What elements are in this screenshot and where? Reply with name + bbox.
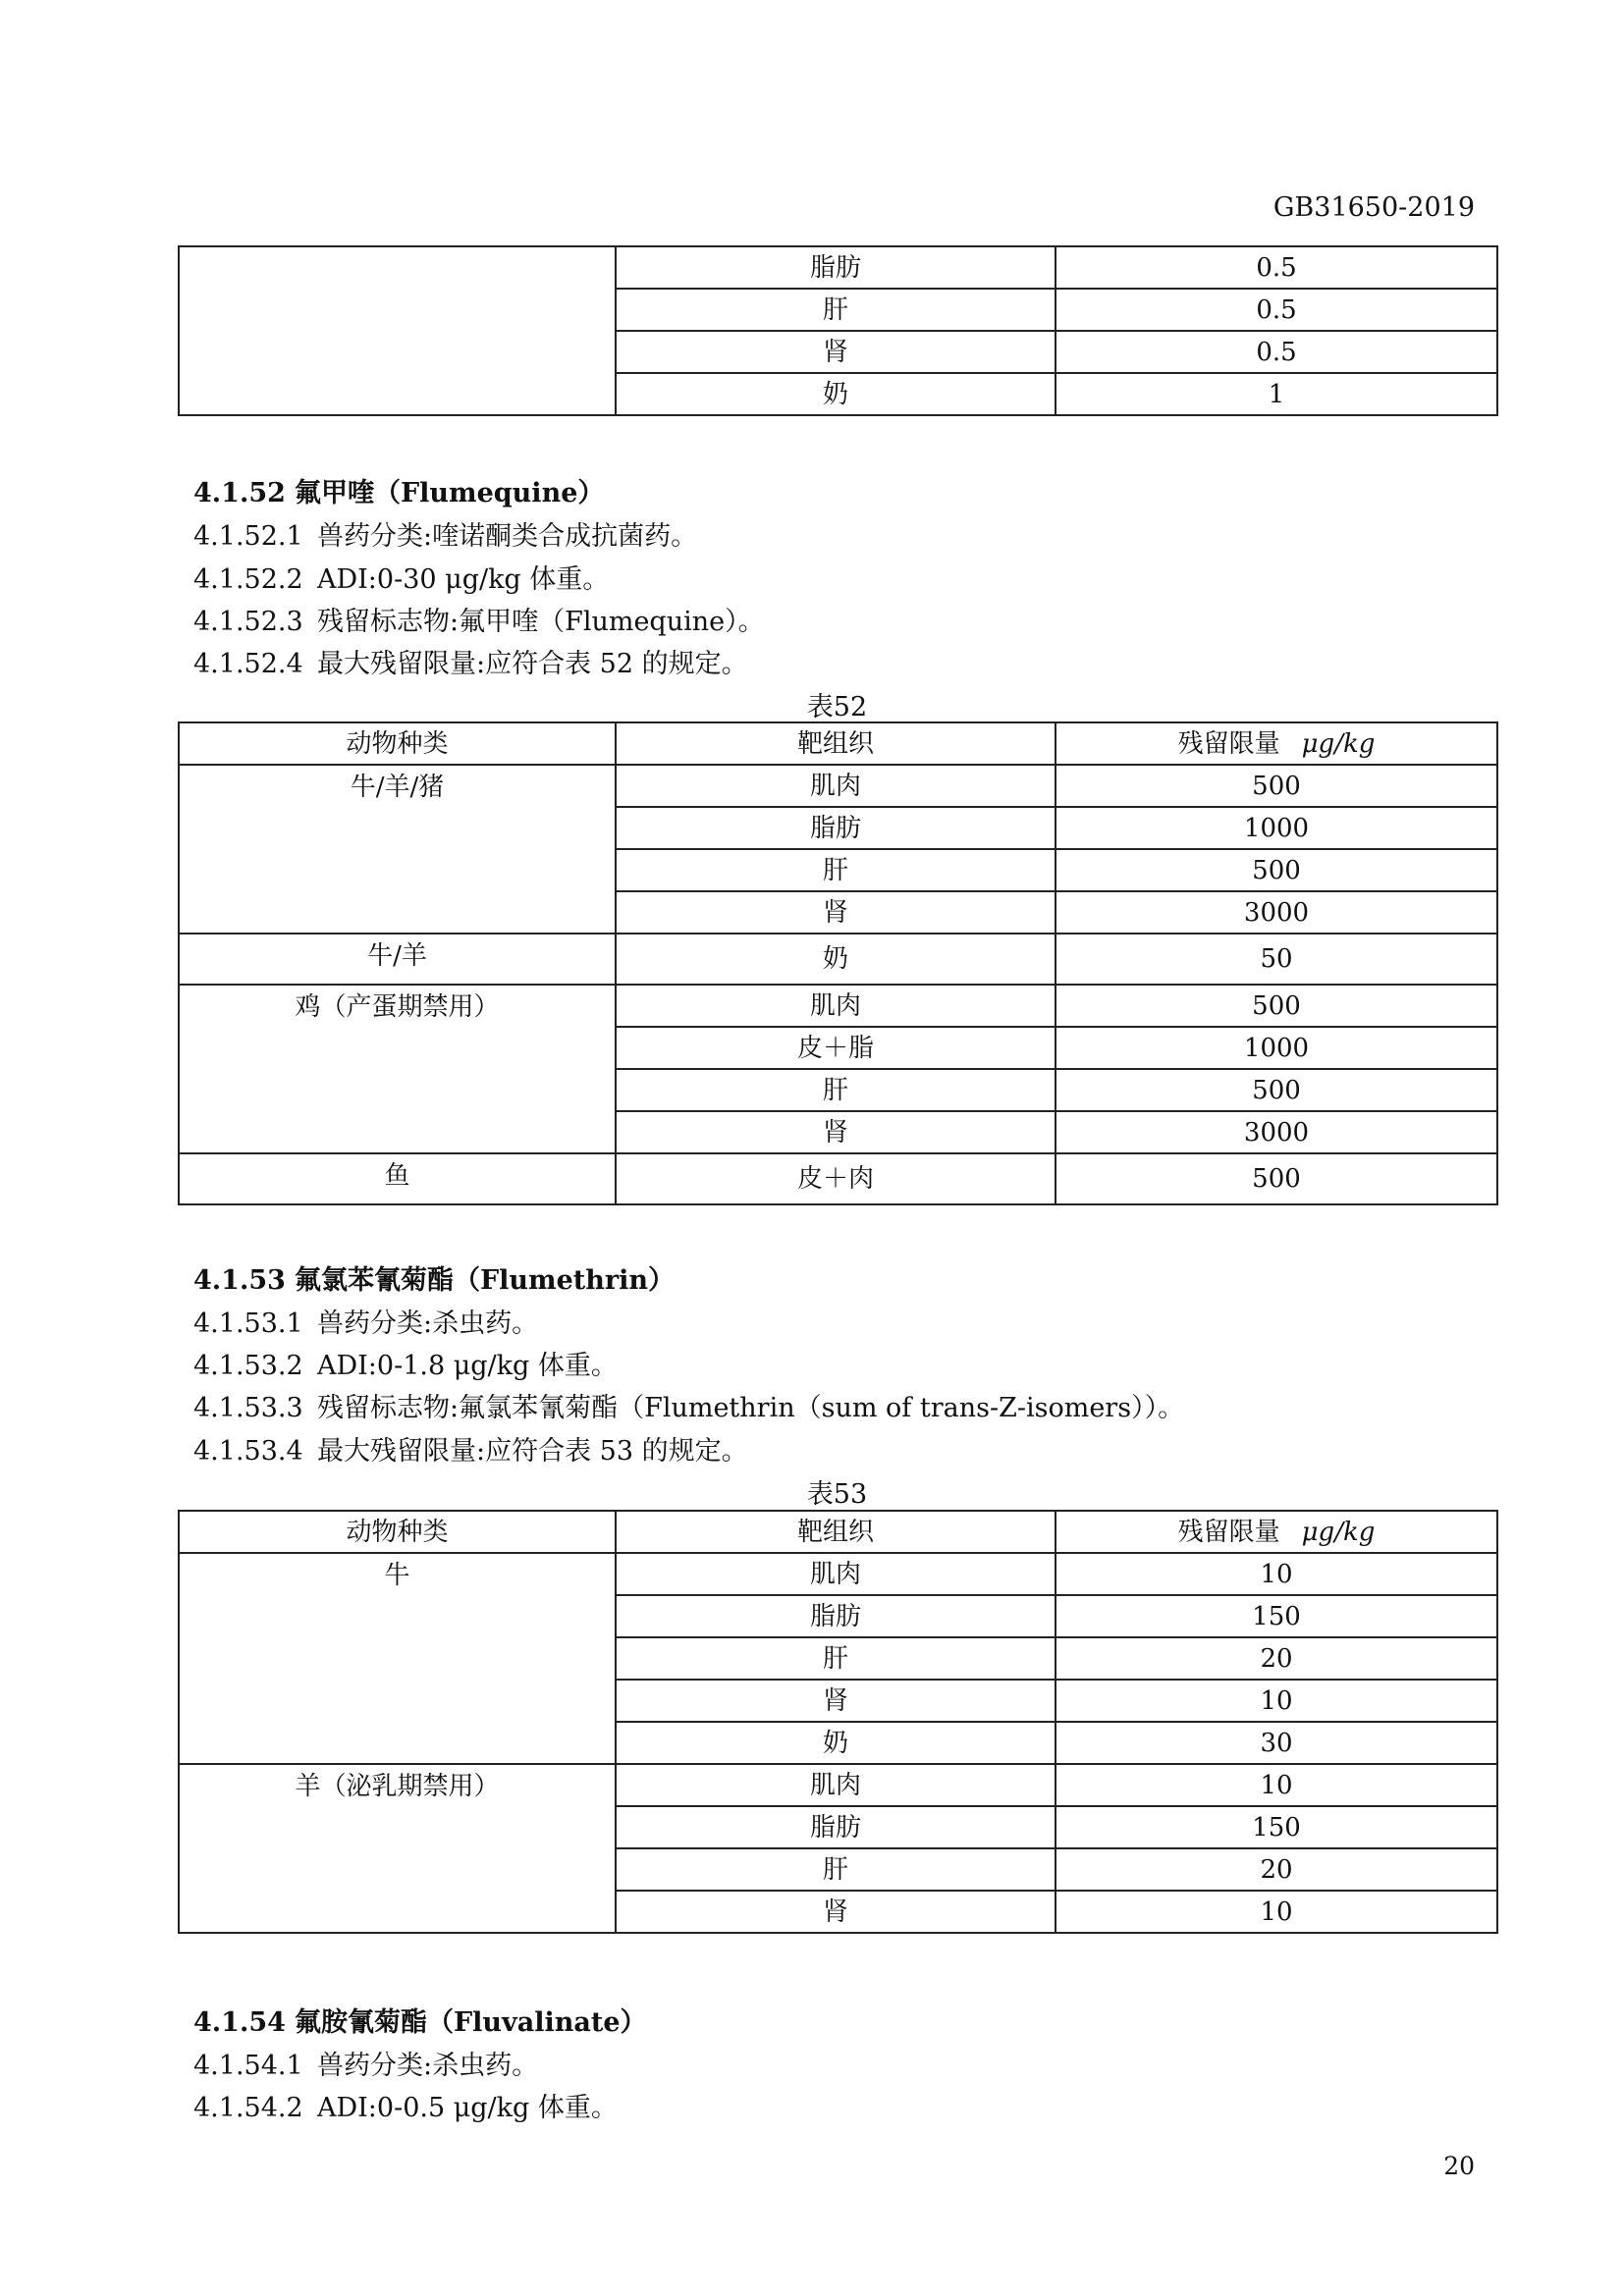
clause-text: 兽药分类:杀虫药。: [317, 2051, 539, 2081]
tissue-cell: 脂肪: [616, 1595, 1056, 1637]
limit-cell: 20: [1056, 1637, 1497, 1680]
section-number: 4.1.54: [193, 2007, 286, 2038]
tissue-cell: 肾: [616, 1891, 1056, 1933]
tissue-cell: 肌肉: [616, 985, 1056, 1027]
animal-cell: 牛/羊: [179, 934, 616, 985]
tissue-cell: 肾: [616, 1111, 1056, 1153]
animal-cell: 牛/羊/猪: [179, 765, 616, 934]
limit-cell: 3000: [1056, 891, 1497, 934]
clause-number: 4.1.52.1: [193, 521, 303, 552]
header-unit: μg/kg: [1301, 1517, 1376, 1547]
header-animal: 动物种类: [179, 722, 616, 765]
table-header-row: [179, 722, 1497, 765]
clause-line: [193, 514, 697, 553]
header-limit: [1056, 1511, 1497, 1553]
clause-text: ADI:0-1.8 μg/kg 体重。: [317, 1351, 618, 1381]
limit-cell: 10: [1056, 1680, 1497, 1722]
section-title: 氟胺氰菊酯（Fluvalinate）: [295, 2007, 647, 2038]
limit-cell: 10: [1056, 1891, 1497, 1933]
limit-cell: 20: [1056, 1848, 1497, 1891]
animal-cell: 羊（泌乳期禁用）: [179, 1764, 616, 1933]
limit-cell: 3000: [1056, 1111, 1497, 1153]
clause-number: 4.1.53.1: [193, 1308, 303, 1339]
tissue-cell: 奶: [616, 373, 1056, 415]
page-number: 20: [1443, 2152, 1475, 2180]
continued-table: [178, 245, 1496, 416]
tissue-cell: 皮＋脂: [616, 1027, 1056, 1069]
tissue-cell: 肌肉: [616, 1764, 1056, 1806]
table-row: [179, 985, 1497, 1027]
table-53-grid: [178, 1510, 1498, 1934]
clause-text: 最大残留限量:应符合表 53 的规定。: [317, 1436, 748, 1467]
limit-cell: 10: [1056, 1553, 1497, 1595]
table-52: [178, 721, 1496, 1205]
tissue-cell: 肝: [616, 849, 1056, 891]
tissue-cell: 奶: [616, 934, 1056, 985]
clause-number: 4.1.53.4: [193, 1436, 303, 1467]
limit-cell: 500: [1056, 985, 1497, 1027]
table-53: [178, 1510, 1496, 1934]
header-animal: 动物种类: [179, 1511, 616, 1553]
table-caption: 表52: [806, 692, 868, 722]
clause-text: 残留标志物:氟氯苯氰菊酯（Flumethrin（sum of trans-Z-isomers））。: [317, 1393, 1185, 1423]
tissue-cell: 肾: [616, 891, 1056, 934]
header-limit-label: 残留限量: [1177, 728, 1280, 759]
clause-number: 4.1.54.1: [193, 2051, 303, 2081]
section-title: 氟氯苯氰菊酯（Flumethrin）: [295, 1265, 676, 1296]
clause-number: 4.1.54.2: [193, 2093, 303, 2123]
limit-cell: 0.5: [1056, 331, 1497, 373]
tissue-cell: 肝: [616, 1069, 1056, 1111]
tissue-cell: 肌肉: [616, 765, 1056, 807]
header-limit-label: 残留限量: [1177, 1517, 1280, 1547]
clause-number: 4.1.52.2: [193, 564, 303, 595]
clause-text: 最大残留限量:应符合表 52 的规定。: [317, 649, 748, 679]
animal-cell: [179, 246, 616, 415]
tissue-cell: 奶: [616, 1722, 1056, 1764]
tissue-cell: 脂肪: [616, 807, 1056, 849]
clause-line: [193, 642, 748, 680]
limit-cell: 500: [1056, 849, 1497, 891]
animal-cell: 鸡（产蛋期禁用）: [179, 985, 616, 1153]
limit-cell: 500: [1056, 765, 1497, 807]
clause-line: [193, 1386, 1184, 1424]
limit-cell: 30: [1056, 1722, 1497, 1764]
section-heading-4-1-54: [193, 2001, 647, 2039]
tissue-cell: 肾: [616, 331, 1056, 373]
clause-text: 兽药分类:喹诺酮类合成抗菌药。: [317, 521, 698, 552]
animal-cell: 牛: [179, 1553, 616, 1764]
clause-line: [193, 1344, 618, 1382]
clause-text: 兽药分类:杀虫药。: [317, 1308, 539, 1339]
table-row: [179, 1153, 1497, 1204]
clause-number: 4.1.53.3: [193, 1393, 303, 1423]
table-row: [179, 765, 1497, 807]
header-tissue: 靶组织: [616, 722, 1056, 765]
table-row: [179, 246, 1497, 289]
limit-cell: 0.5: [1056, 289, 1497, 331]
section-heading-4-1-53: [193, 1258, 675, 1297]
tissue-cell: 脂肪: [616, 246, 1056, 289]
header-limit: [1056, 722, 1497, 765]
clause-line: [193, 1302, 538, 1340]
clause-number: 4.1.52.4: [193, 649, 303, 679]
tissue-cell: 肾: [616, 1680, 1056, 1722]
animal-cell: 鱼: [179, 1153, 616, 1204]
section-number: 4.1.52: [193, 478, 286, 508]
header-unit: μg/kg: [1301, 728, 1376, 759]
clause-text: ADI:0-30 μg/kg 体重。: [317, 564, 610, 595]
section-heading-4-1-52: [193, 471, 604, 509]
tissue-cell: 肝: [616, 289, 1056, 331]
table-row: [179, 934, 1497, 985]
limit-cell: 500: [1056, 1069, 1497, 1111]
clause-line: [193, 600, 765, 638]
limit-cell: 500: [1056, 1153, 1497, 1204]
clause-line: [193, 558, 609, 596]
limit-cell: 50: [1056, 934, 1497, 985]
limit-cell: 1000: [1056, 807, 1497, 849]
table-row: [179, 1553, 1497, 1595]
limit-cell: 0.5: [1056, 246, 1497, 289]
limit-cell: 1: [1056, 373, 1497, 415]
table-caption: 表53: [806, 1479, 868, 1510]
table-header-row: [179, 1511, 1497, 1553]
clause-text: 残留标志物:氟甲喹（Flumequine）。: [317, 607, 765, 637]
header-tissue: 靶组织: [616, 1511, 1056, 1553]
limit-cell: 150: [1056, 1595, 1497, 1637]
clause-line: [193, 2086, 618, 2124]
limit-cell: 10: [1056, 1764, 1497, 1806]
tissue-cell: 肝: [616, 1848, 1056, 1891]
document-code: GB31650-2019: [1272, 192, 1475, 223]
section-number: 4.1.53: [193, 1265, 286, 1296]
limit-cell: 1000: [1056, 1027, 1497, 1069]
clause-line: [193, 2044, 538, 2082]
tissue-cell: 肝: [616, 1637, 1056, 1680]
continued-table-grid: [178, 245, 1498, 416]
tissue-cell: 脂肪: [616, 1806, 1056, 1848]
table-row: [179, 1764, 1497, 1806]
table-52-grid: [178, 721, 1498, 1205]
section-title: 氟甲喹（Flumequine）: [295, 478, 605, 508]
limit-cell: 150: [1056, 1806, 1497, 1848]
clause-text: ADI:0-0.5 μg/kg 体重。: [317, 2093, 618, 2123]
clause-line: [193, 1429, 748, 1468]
tissue-cell: 皮＋肉: [616, 1153, 1056, 1204]
clause-number: 4.1.53.2: [193, 1351, 303, 1381]
tissue-cell: 肌肉: [616, 1553, 1056, 1595]
clause-number: 4.1.52.3: [193, 607, 303, 637]
